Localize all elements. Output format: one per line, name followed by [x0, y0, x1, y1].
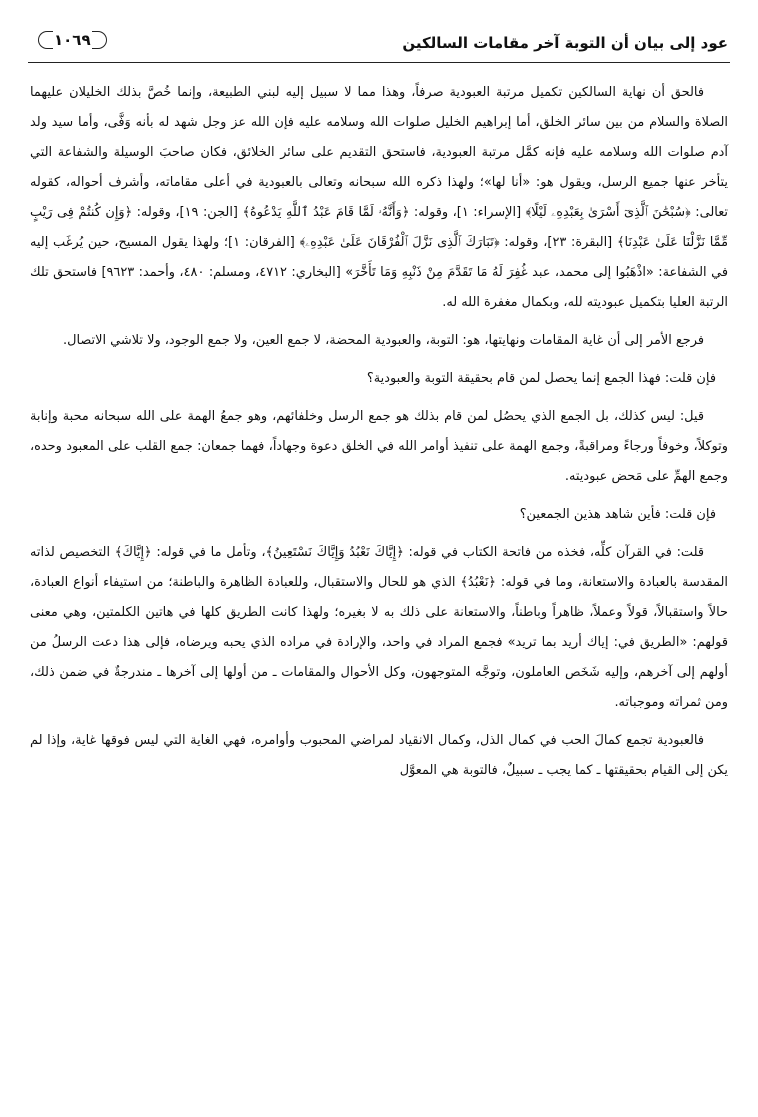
paragraph: فإن قلت: فهذا الجمع إنما يحصل لمن قام بحقيقة التوبة والعبودية؟: [366, 371, 716, 386]
paragraph: قلت: في القرآن كلِّه، فخذه من فاتحة الكتاب في قوله: ﴿إِيَّاكَ نَعْبُدُ وَإِيَّاكَ نَسْتَعِينُ﴾، وتأمل ما في قوله: ﴿إِيَّاكَ﴾ التخصيص لذاته المقدسة بالعبادة والاستعانة، وما في قوله: ﴿نَعْبُدُ﴾ الذي هو للحال والاستقبال، وللعبادة الظاهرة والباطنة؛ من استيفاء أنواع العبادة، حالاً واستقبالاً، قولاً وعملاً، ظاهراً وباطناً، والاستعانة على ذلك به لا بغيره؛ ولهذا كانت الطريق كلها في هاتين الكلمتين، وهي معنى قولهم: «الطريق في: إياك أريد بما تريد» فجمع المراد في واحد، والإرادة في مراده الذي يحبه ويرضاه، فإلى هذا دعت الرسلُ من أولهم إلى آخرهم، وإليه شَخَص العاملون، وتوجَّه المتوجهون، وكل الأحوال والمقامات ـ من أولها إلى آخرها ـ مندرجةٌ في ضمن ذلك، ومن ثمراته وموجباته.: [30, 545, 728, 710]
paragraph: فرجع الأمر إلى أن غاية المقامات ونهايتها، هو: التوبة، والعبودية المحضة، لا جمع العين، ولا جمع الوجود، ولا تلاشي الاتصال.: [62, 333, 704, 348]
paragraph: قيل: ليس كذلك، بل الجمع الذي يحصُل لمن قام بذلك هو جمع الرسل وخلفائهم، وهو جمعُ الهمة على الله سبحانه محبة وإنابة وتوكلاً، وخوفاً ورجاءً ومراقبةً، وجمع الهمة على تنفيذ أوامر الله في الخلق دعوة وجهاداً، فهما جمعان: جمع القلب على المعبود وحده، وجمع الهمِّ على مَحض عبوديته.: [30, 409, 728, 484]
paragraph: فالعبودية تجمع كمالَ الحب في كمال الذل، وكمال الانقياد لمراضي المحبوب وأوامره، فهي الغاية التي ليس فوقها غاية، وإذا لم يكن إلى القيام بحقيقتها ـ كما يجب ـ سبيلٌ، فالتوبة هي المعوَّل: [30, 733, 728, 778]
paragraph: فإن قلت: فأين شاهد هذين الجمعين؟: [519, 507, 716, 522]
running-title: عود إلى بيان أن التوبة آخر مقامات السالكين: [402, 34, 728, 52]
paragraph: فالحق أن نهاية السالكين تكميل مرتبة العبودية صرفاً، وهذا مما لا سبيل إليه لبني الطبيعة، وإنما خُصَّ بذلك الخليلان عليهما الصلاة والسلام من بين سائر الخلق، أما إبراهيم الخليل صلوات الله وسلامه عليه فإن الله عز وجل شهد له بأنه وَفَّى، وأما سيد ولد آدم صلوات الله وسلامه عليه فإنه كمَّل مرتبة العبودية، فاستحق التقديم على سائر الخلائق، فكان صاحبَ الوسيلة والشفاعة التي يتأخر عنها جميع الرسل، ويقول هو: «أنا لها»؛ ولهذا ذكره الله سبحانه وتعالى بالعبودية في أعلى مقاماته، وأشرف أحواله، كقوله تعالى: ﴿سُبْحَٰنَ ٱلَّذِىٓ أَسْرَىٰ بِعَبْدِهِۦ لَيْلًا﴾ [الإسراء: ١]، وقوله: ﴿وَأَنَّهُۥ لَمَّا قَامَ عَبْدُ ٱللَّهِ يَدْعُوهُ﴾ [الجن: ١٩]، وقوله: ﴿وَإِن كُنتُمْ فِى رَيْبٍ مِّمَّا نَزَّلْنَا عَلَىٰ عَبْدِنَا﴾ [البقرة: ٢٣]، وقوله: ﴿تَبَارَكَ ٱلَّذِى نَزَّلَ ٱلْفُرْقَانَ عَلَىٰ عَبْدِهِۦ﴾ [الفرقان: ١]؛ ولهذا يقول المسيح، حين يُرغَب إليه في الشفاعة: «اذْهَبُوا إلى محمد، عبد غُفِرَ لَهُ مَا تَقَدَّمَ مِنْ ذَنْبِهِ وَمَا تَأَخَّرَ» [البخاري: ٤٧١٢، ومسلم: ٤٨٠، وأحمد: ٩٦٢٣] فاستحق تلك الرتبة العليا بتكميل عبوديته لله، وبكمال مغفرة الله له.: [30, 85, 729, 310]
body-text: [30, 78, 728, 794]
page-number: ١٠٦٩: [38, 28, 107, 52]
running-header: [28, 28, 730, 63]
